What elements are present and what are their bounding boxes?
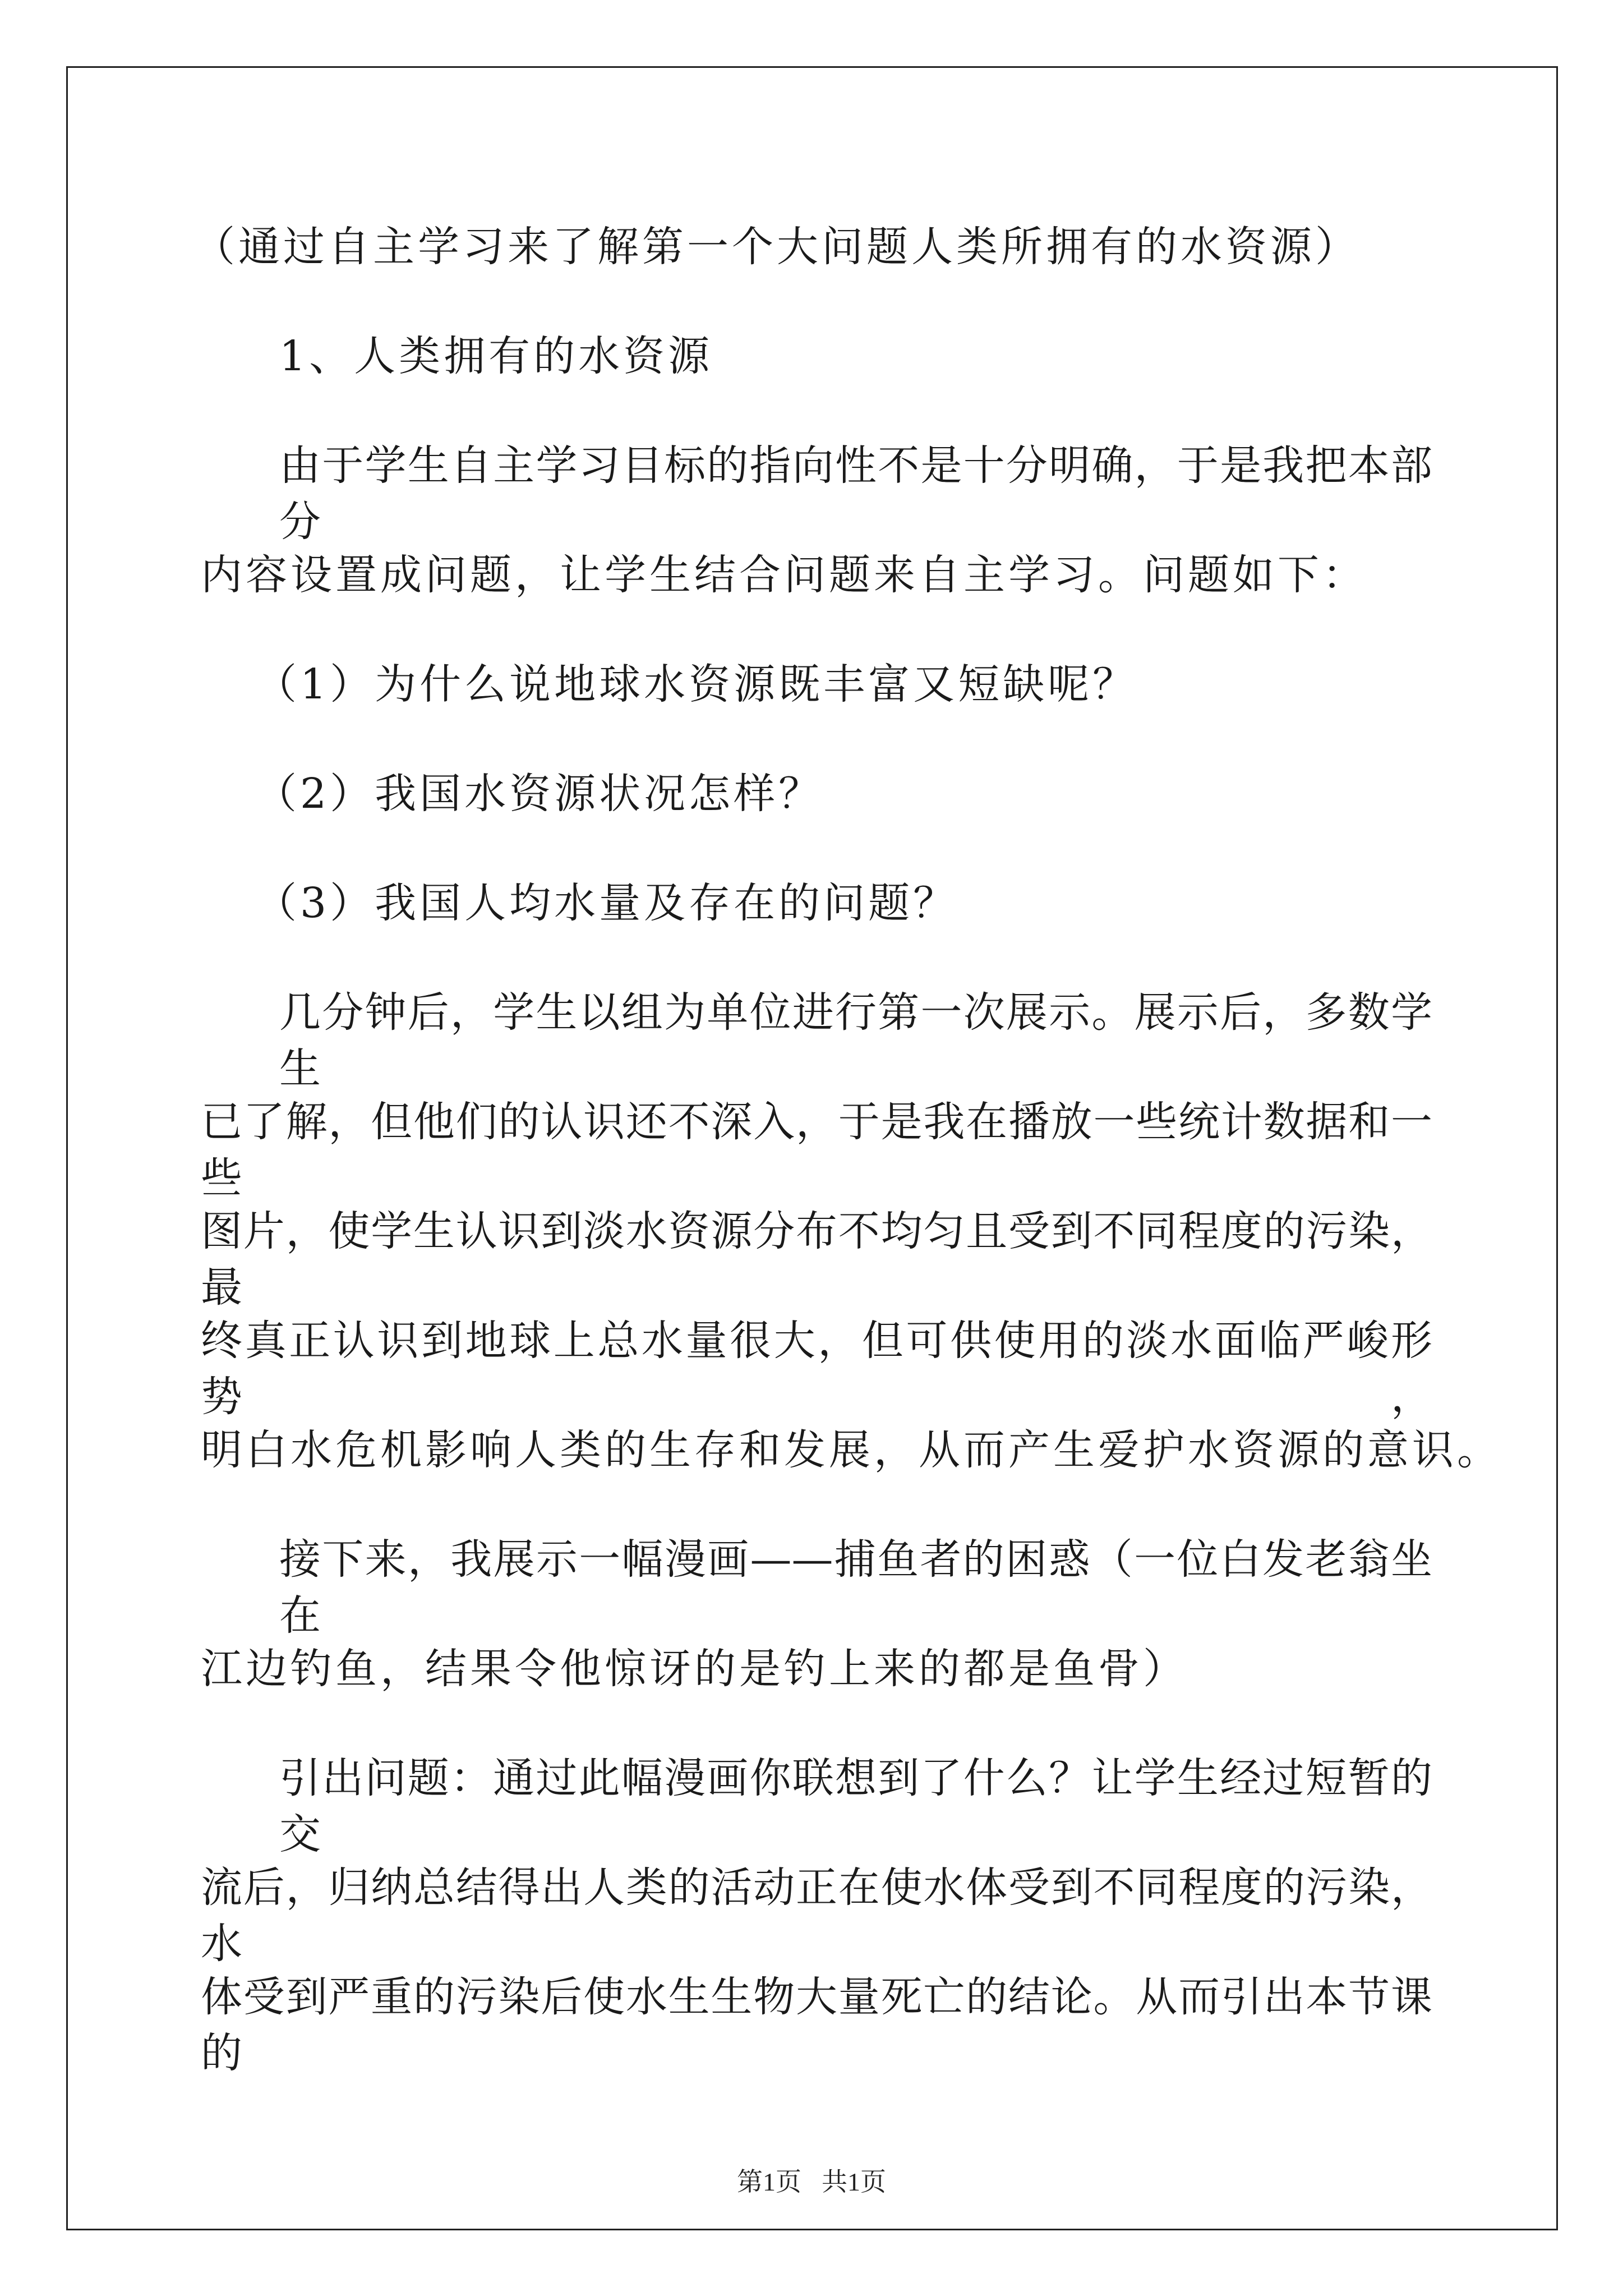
text-line: 江边钓鱼，结果令他惊讶的是钓上来的都是鱼骨）	[201, 1645, 1188, 1693]
text-line: （通过自主学习来了解第一个大问题人类所拥有的水资源）	[193, 223, 1360, 271]
text-line: （1）为什么说地球水资源既丰富又短缺呢？	[255, 660, 1138, 708]
text-line: 内容设置成问题，让学生结合问题来自主学习。问题如下：	[201, 551, 1367, 599]
text-line: 1、人类拥有的水资源	[279, 332, 713, 380]
text-line: 流后，归纳总结得出人类的活动正在使水体受到不同程度的污染，水	[201, 1864, 1432, 1968]
text-line: 明白水危机影响人类的生存和发展，从而产生爱护水资源的意识。	[201, 1426, 1502, 1474]
page-number: 第1页	[737, 2168, 801, 2196]
text-line: （3）我国人均水量及存在的问题？	[255, 879, 958, 927]
text-line: 引出问题：通过此幅漫画你联想到了什么？让学生经过短暂的交	[279, 1754, 1432, 1858]
text-line: （2）我国水资源状况怎样？	[255, 770, 824, 818]
text-line: 几分钟后，学生以组为单位进行第一次展示。展示后，多数学生	[279, 988, 1432, 1093]
text-line: 接下来，我展示一幅漫画——捕鱼者的困惑（一位白发老翁坐在	[279, 1535, 1432, 1640]
text-line: 已了解，但他们的认识还不深入，于是我在播放一些统计数据和一些	[201, 1098, 1432, 1202]
text-line: 终真正认识到地球上总水量很大，但可供使用的淡水面临严峻形势，	[201, 1317, 1432, 1421]
text-line: 体受到严重的污染后使水生生物大量死亡的结论。从而引出本节课的	[201, 1973, 1432, 2077]
text-line: 由于学生自主学习目标的指向性不是十分明确，于是我把本部分	[279, 441, 1432, 546]
text-line: 图片，使学生认识到淡水资源分布不均匀且受到不同程度的污染，最	[201, 1207, 1432, 1312]
page-footer	[0, 2165, 1623, 2199]
page-total: 共1页	[822, 2168, 886, 2196]
